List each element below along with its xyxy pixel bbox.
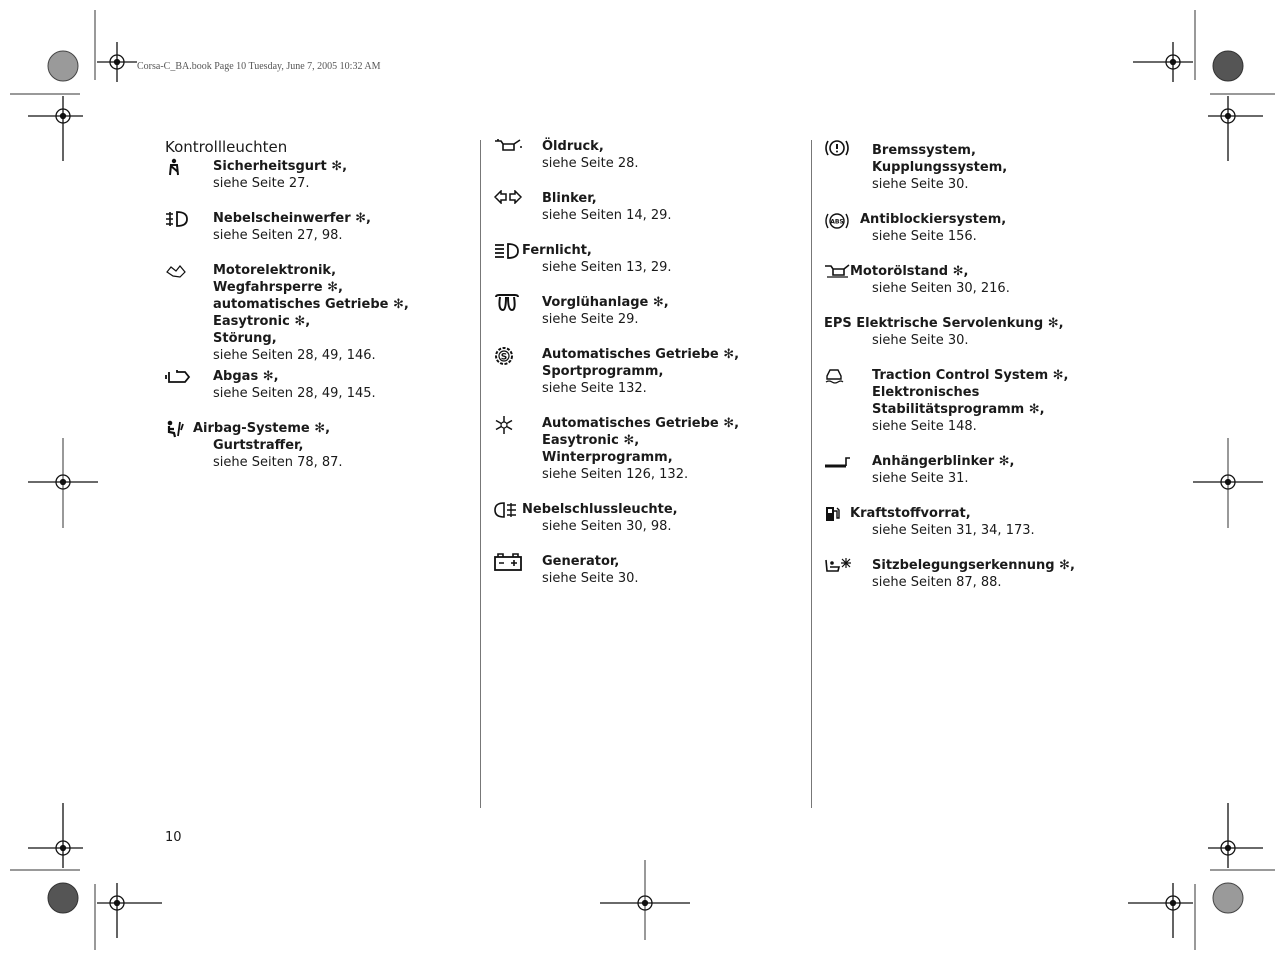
entry-title: Störung,: [213, 331, 277, 346]
entry-title: Antiblockiersystem,: [860, 212, 1007, 227]
page-reference: siehe Seiten 78, 87.: [213, 455, 343, 470]
oil-level-icon: [824, 263, 864, 281]
glow-plug-icon: [494, 294, 534, 312]
entry-sport-mode: [494, 346, 794, 397]
page-reference: siehe Seiten 30, 216.: [872, 281, 1010, 296]
entry-trailer-signal: [824, 453, 1124, 487]
entry-title: automatisches Getriebe ✻,: [213, 297, 409, 312]
column-1: [165, 138, 465, 489]
entry-traction-control: [824, 367, 1124, 435]
entry-title: Motorölstand ✻,: [850, 264, 969, 279]
entry-title: Nebelscheinwerfer ✻,: [213, 211, 371, 226]
brake-system-icon: [824, 138, 864, 156]
front-fog-light-icon: [165, 210, 205, 228]
entry-fuel: [824, 505, 1124, 539]
entry-title: Traction Control System ✻,: [872, 368, 1069, 383]
page-number: 10: [165, 830, 182, 845]
entry-seat-occupancy: [824, 557, 1124, 591]
page-reference: siehe Seiten 14, 29.: [542, 208, 672, 223]
page-reference: siehe Seiten 28, 49, 146.: [213, 348, 376, 363]
entry-title: Kraftstoffvorrat,: [850, 506, 971, 521]
entry-title: Stabilitätsprogramm ✻,: [872, 402, 1045, 417]
entry-airbag: [165, 420, 465, 471]
fuel-icon: [824, 505, 864, 523]
column-3: [824, 138, 1124, 609]
entry-glow-plug: [494, 294, 794, 328]
entry-title: Automatisches Getriebe ✻,: [542, 416, 740, 431]
entry-winter-mode: [494, 415, 794, 483]
page-reference: siehe Seiten 28, 49, 145.: [213, 386, 376, 401]
page-reference: siehe Seiten 13, 29.: [542, 260, 672, 275]
page-reference: siehe Seiten 87, 88.: [872, 575, 1002, 590]
entry-title: Bremssystem,: [872, 143, 976, 158]
entry-oil-level: [824, 263, 1124, 297]
page-reference: siehe Seiten 27, 98.: [213, 228, 343, 243]
entry-title: Easytronic ✻,: [542, 433, 640, 448]
entry-rear-fog-light: [494, 501, 794, 535]
traction-control-icon: [824, 367, 864, 385]
entry-turn-signal: [494, 190, 794, 224]
entry-title: Öldruck,: [542, 139, 604, 154]
entry-high-beam: [494, 242, 794, 276]
rear-fog-light-icon: [494, 501, 534, 519]
trailer-signal-icon: [824, 453, 864, 471]
entry-engine-electronics: [165, 262, 465, 364]
page-reference: siehe Seite 132.: [542, 381, 647, 396]
entry-title: Fernlicht,: [522, 243, 592, 258]
entry-generator: [494, 553, 794, 587]
entry-title: Sportprogramm,: [542, 364, 664, 379]
entry-title: Motorelektronik,: [213, 263, 337, 278]
entry-title: Vorglühanlage ✻,: [542, 295, 669, 310]
abs-icon: [824, 211, 864, 229]
page-reference: siehe Seiten 30, 98.: [542, 519, 672, 534]
entry-title: Elektronisches: [872, 385, 980, 400]
printer-info-line: Corsa-C_BA.book Page 10 Tuesday, June 7, 2005 10:32 AM: [137, 61, 381, 72]
entry-title: Blinker,: [542, 191, 597, 206]
svg-text:ABS: ABS: [830, 218, 844, 226]
column-2: [494, 138, 794, 605]
entry-title: Wegfahrsperre ✻,: [213, 280, 343, 295]
winter-mode-icon: [494, 415, 534, 433]
svg-text:S: S: [500, 352, 508, 363]
page-reference: siehe Seite 27.: [213, 176, 310, 191]
entry-title: Airbag-Systeme ✻,: [193, 421, 331, 436]
entry-power-steering: [824, 315, 1124, 349]
oil-pressure-icon: [494, 138, 534, 156]
entry-brake-system: [824, 138, 1124, 193]
column-divider: [480, 140, 481, 808]
entry-front-fog-light: [165, 210, 465, 244]
page-reference: siehe Seite 31.: [872, 471, 969, 486]
seatbelt-icon: [165, 158, 205, 176]
entry-seatbelt: [165, 158, 465, 192]
seat-occupancy-icon: [824, 557, 864, 575]
high-beam-icon: [494, 242, 534, 260]
page-reference: siehe Seite 28.: [542, 156, 639, 171]
airbag-icon: [165, 420, 205, 438]
entry-title: Abgas ✻,: [213, 369, 279, 384]
page-reference: siehe Seiten 31, 34, 173.: [872, 523, 1035, 538]
column-divider: [811, 140, 812, 808]
entry-title: Generator,: [542, 554, 620, 569]
entry-exhaust: [165, 368, 465, 402]
page-reference: siehe Seite 30.: [872, 177, 969, 192]
entry-title: Anhängerblinker ✻,: [872, 454, 1015, 469]
page-reference: siehe Seiten 126, 132.: [542, 467, 689, 482]
exhaust-icon: [165, 368, 205, 386]
entry-abs: [824, 211, 1124, 245]
entry-title: Winterprogramm,: [542, 450, 673, 465]
engine-electronics-icon: [165, 262, 205, 280]
entry-title: Sicherheitsgurt ✻,: [213, 159, 348, 174]
entry-oil-pressure: [494, 138, 794, 172]
page-reference: siehe Seite 156.: [872, 229, 977, 244]
page-reference: siehe Seite 148.: [872, 419, 977, 434]
entry-title: Kupplungssystem,: [872, 160, 1008, 175]
entry-title: Automatisches Getriebe ✻,: [542, 347, 740, 362]
entry-title: Easytronic ✻,: [213, 314, 311, 329]
page-reference: siehe Seite 30.: [542, 571, 639, 586]
page-reference: siehe Seite 29.: [542, 312, 639, 327]
entry-title: EPS Elektrische Servolenkung ✻,: [824, 316, 1064, 331]
page-reference: siehe Seite 30.: [872, 333, 969, 348]
entry-title: Sitzbelegungserkennung ✻,: [872, 558, 1075, 573]
battery-icon: [494, 553, 534, 571]
section-title: Kontrollleuchten: [165, 138, 288, 156]
sport-mode-icon: [494, 346, 534, 364]
entry-title: Gurtstraffer,: [213, 438, 304, 453]
entry-title: Nebelschlussleuchte,: [522, 502, 678, 517]
turn-signal-icon: [494, 190, 534, 208]
